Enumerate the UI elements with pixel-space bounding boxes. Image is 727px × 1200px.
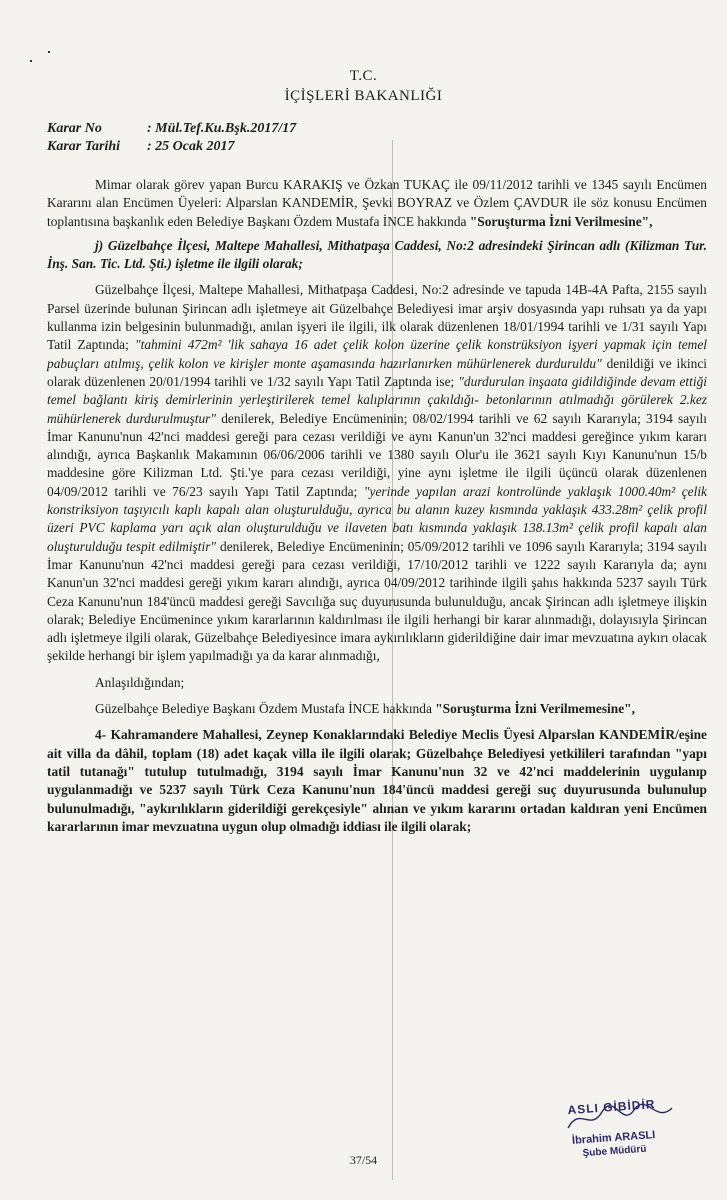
karar-tarihi-label: Karar Tarihi [47, 139, 121, 154]
karar-no-value: : Mül.Tef.Ku.Bşk.2017/17 [147, 121, 297, 136]
p3-a: Güzelbahçe İlçesi, Maltepe Mahallesi, Mithatpaşa Caddesi, No:2 adresinde ve tapuda 14B-4A Pafta, 2155 sayılı Parsel üzerinde bulunan Şirincan adlı işletmeye ait Güzelbahçe Belediyesi imar arşiv dosyasında yapı ruhsatı ya da yapı kullanma izin belgesinin bulunmadığı, anılan işyeri ile ilgili, ilk olarak düzenlenen 18/01/1994 tarihli ve 1/31 sayılı Yapı Tatil Zaptında; [47, 282, 707, 353]
document-header [0, 66, 727, 106]
p5-bold: "Soruşturma İzni Verilmemesine", [435, 701, 635, 717]
paragraph-1 [47, 176, 707, 231]
page-number: 37/54 [349, 1153, 378, 1167]
p3-quote-2: "durdurulan inşaata gidildiğinde devam ettiği temel bağlantı kiriş demirlerinin yerleştirilerek temel kalıplarının çakıldığı- betonlarının atılmadığı görülerek 2.kez mühürlenerek durdurulmuştur" [47, 373, 707, 426]
paragraph-5 [47, 700, 707, 718]
p1-text: Mimar olarak görev yapan Burcu KARAKIŞ ve Özkan TUKAÇ ile 09/11/2012 tarihli ve 1345 sayılı Encümen Kararını alan Encümen Üyeleri: Alparslan KANDEMİR, Şevki BOYRAZ ve Özlem ÇAVDUR ile söz konusu Encümen toplantısına başkanlık eden Belediye Başkanı Özdem Mustafa İNCE hakkında [47, 177, 707, 229]
karar-no-label: Karar No [47, 121, 102, 136]
paragraph-3 [47, 281, 707, 665]
stamp-asli-gibidir: ASLI GİBİDİR [567, 1097, 656, 1118]
section-heading-j: j) Güzelbahçe İlçesi, Maltepe Mahallesi, Mithatpaşa Caddesi, No:2 adresindeki Şirincan adlı (Kilizman Tur. İnş. San. Tic. Ltd. Şti.) işletme ile ilgili olarak; [47, 237, 707, 272]
stamp-title: Şube Müdürü [582, 1143, 647, 1160]
p3-quote-1: "tahmini 472m² 'lik sahaya 16 adet çelik kolon üzerine çelik konstrüksiyon işyeri yapmak için temel pabuçları atılmış, çelik kolon ve kirişler monte aşamasında hazırlanırken mühürlenerek durduruldu" [47, 337, 707, 371]
p5-text: Güzelbahçe Belediye Başkanı Özdem Mustafa İNCE hakkında [95, 701, 436, 717]
document-body [47, 176, 707, 844]
section-heading-4: 4- Kahramandere Mahallesi, Zeynep Konaklarındaki Belediye Meclis Üyesi Alparslan KANDEMİR/eşine ait villa da dâhil, toplam (18) adet kaçak villa ile ilgili olarak; Güzelbahçe Belediyesi yetkilileri tarafından "yapı tatil tutanağı" tutulup tutulmadığı, 3194 sayılı İmar Kanunu'nun 32 ve 42'nci maddelerinin uygulanıp uygulanmadığı ve 5237 sayılı Türk Ceza Kanunu'nun 184'üncü maddesi gereği suç duyurusunda bulunulup bulunulmadığı, "aykırılıkların giderildiği gerekçesiyle" alınan ve yıkım kararını ortadan kaldıran yeni Encümen kararlarının imar mevzuatına uygun olup olmadığı iddiası ile ilgili olarak; [47, 727, 707, 834]
signature-icon [560, 1098, 680, 1138]
karar-no-row [47, 120, 296, 138]
karar-tarihi-row [47, 138, 296, 156]
header-tc: T.C. [349, 68, 378, 84]
header-ministry: İÇİŞLERİ BAKANLIĞI [284, 88, 443, 104]
p1-bold: "Soruşturma İzni Verilmesine", [469, 213, 653, 229]
p3-quote-3: "yerinde yapılan arazi kontrolünde yaklaşık 1000.40m² çelik konstriksiyon taşıyıcılı kaplı kapalı alan oluşturulduğu, ayrıca bu alanın kuzey kısmında yaklaşık 433.28m² çelik profil üzeri PVC kaplama yarı açık alan oluşturulduğu ve ilaveten batı kısmında yaklaşık 138.13m² çelik profil kapalı alan oluşturulduğu tespit edilmiştir" [47, 483, 708, 554]
p3-c: denilerek, Belediye Encümeninin; 08/02/1994 tarihli ve 62 sayılı Kararıyla; 3194 sayılı İmar Kanunu'nun 42'nci maddesi gereği para cezası verildiği ve aynı Kanun'un 32'nci maddesi gereğince yıkım kararı alındığı, ayrıca Başkanlık Makamının 06/06/2006 tarihli ve 1380 sayılı Olur'u ile 3621 sayılı Kıyı Kanunu'nun 15/b maddesine göre Kilizman Ltd. Şti.'ye para cezası verildiği, yine aynı işletme ile ilgili üçüncü olarak düzenlenen 04/09/2012 tarihli ve 76/23 sayılı Yapı Tatil Zaptında; [47, 410, 708, 499]
p3-d: denilerek, Belediye Encümeninin; 05/09/2012 tarihli ve 1096 sayılı Kararıyla; 3194 sayılı İmar Kanunu'nun 42'nci maddesi gereği para cezası verildiği, 17/10/2012 tarihli ve 1222 sayılı Kararıyla da; aynı Kanun'un 32'nci maddesi gereği yıkım kararı alındığı, ayrıca 04/09/2012 tarihinde ilgili şahıs hakkında 5237 sayılı Türk Ceza Kanunu'nun 184'üncü maddesi gereği Savcılığa suç duyurusunda bulunulduğu, ancak Şirincan adlı işletmeye ilişkin olarak; Belediye Encümenince yıkım kararlarının kaldırılması ile ilgili herhangi bir karar alınmadığı, dolayısıyla Şirincan adlı işletmeye ilgili olarak, Güzelbahçe Belediyesince imara aykırılıkların giderildiğine dair imar mevzuatına aykırı olacak şekilde herhangi bir işlem yapılmadığı ya da karar alınmadığı, [47, 538, 707, 664]
p3-b: denildiği ve ikinci olarak düzenlenen 20/01/1994 tarihli ve 1/32 sayılı Yapı Tatil Zaptında ise; [47, 355, 707, 389]
decision-meta [47, 120, 296, 156]
scan-speck [30, 60, 32, 62]
paragraph-4: Anlaşıldığından; [95, 674, 185, 690]
scan-speck [48, 51, 50, 53]
stamp-name: İbrahim ARASLI [571, 1129, 656, 1147]
karar-tarihi-value: : 25 Ocak 2017 [147, 139, 235, 154]
